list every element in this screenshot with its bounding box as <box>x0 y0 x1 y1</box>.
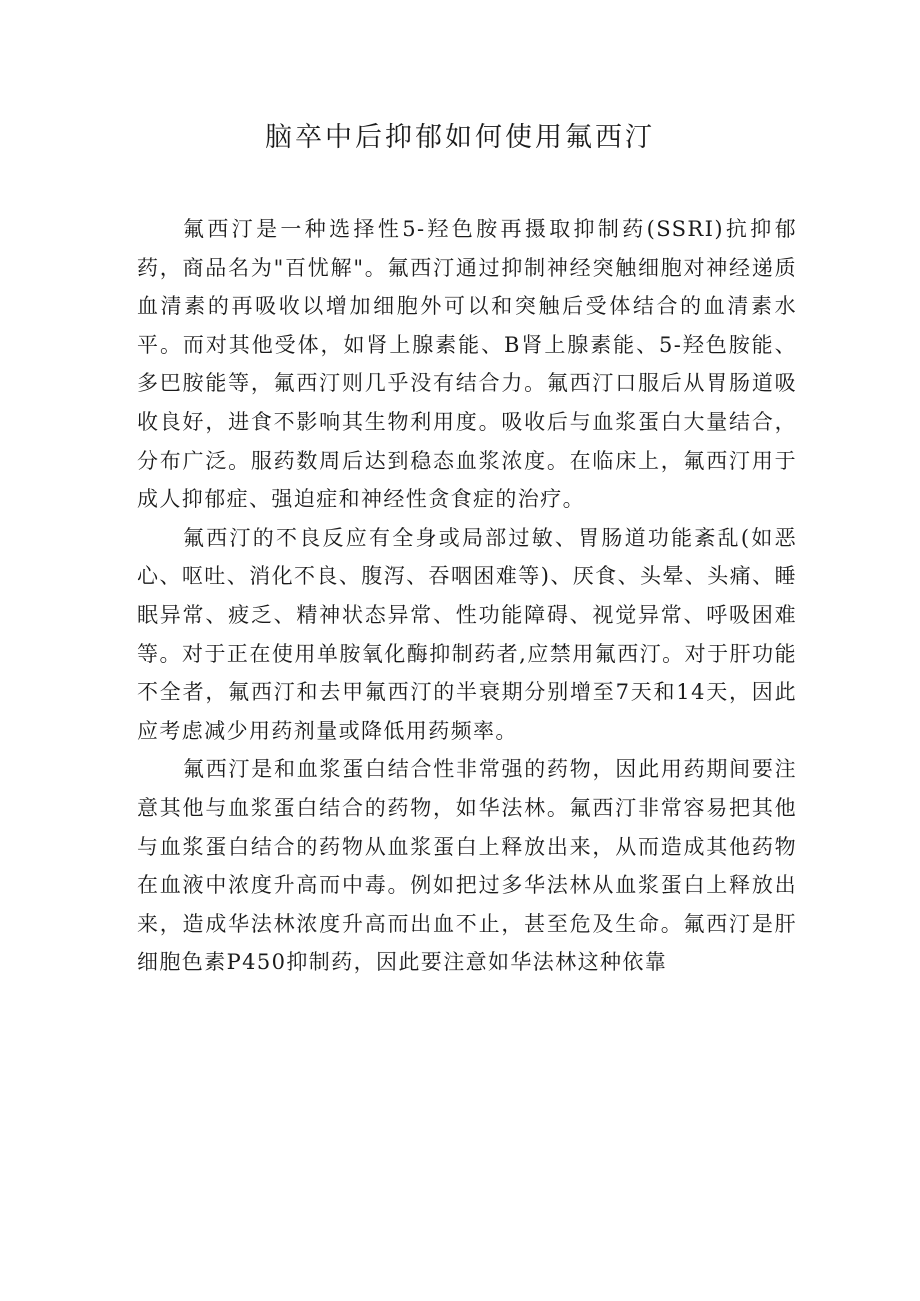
paragraph-1: 氟西汀是一种选择性5-羟色胺再摄取抑制药(SSRI)抗抑郁药，商品名为"百忧解"。氟西汀通过抑制神经突触细胞对神经递质血清素的再吸收以增加细胞外可以和突触后受体结合的血清素水平。而对其他受体，如肾上腺素能、B肾上腺素能、5-羟色胺能、多巴胺能等，氟西汀则几乎没有结合力。氟西汀口服后从胃肠道吸收良好，进食不影响其生物利用度。吸收后与血浆蛋白大量结合，分布广泛。服药数周后达到稳态血浆浓度。在临床上，氟西汀用于成人抑郁症、强迫症和神经性贪食症的治疗。 <box>137 217 797 512</box>
paragraph-2: 氟西汀的不良反应有全身或局部过敏、胃肠道功能紊乱(如恶心、呕吐、消化不良、腹泻、吞咽困难等)、厌食、头晕、头痛、睡眠异常、疲乏、精神状态异常、性功能障碍、视觉异常、呼吸困难等。对于正在使用单胺氧化酶抑制药者,应禁用氟西汀。对于肝功能不全者，氟西汀和去甲氟西汀的半衰期分别增至7天和14天，因此应考虑减少用药剂量或降低用药频率。 <box>137 525 797 743</box>
page-title: 脑卒中后抑郁如何使用氟西汀 <box>265 122 655 153</box>
paragraph-3: 氟西汀是和血浆蛋白结合性非常强的药物，因此用药期间要注意其他与血浆蛋白结合的药物，如华法林。氟西汀非常容易把其他与血浆蛋白结合的药物从血浆蛋白上释放出来，从而造成其他药物在血液中浓度升高而中毒。例如把过多华法林从血浆蛋白上释放出来，造成华法林浓度升高而出血不止，甚至危及生命。氟西汀是肝细胞色素P450抑制药，因此要注意如华法林这种依靠 <box>137 757 797 975</box>
document-body <box>137 210 797 982</box>
